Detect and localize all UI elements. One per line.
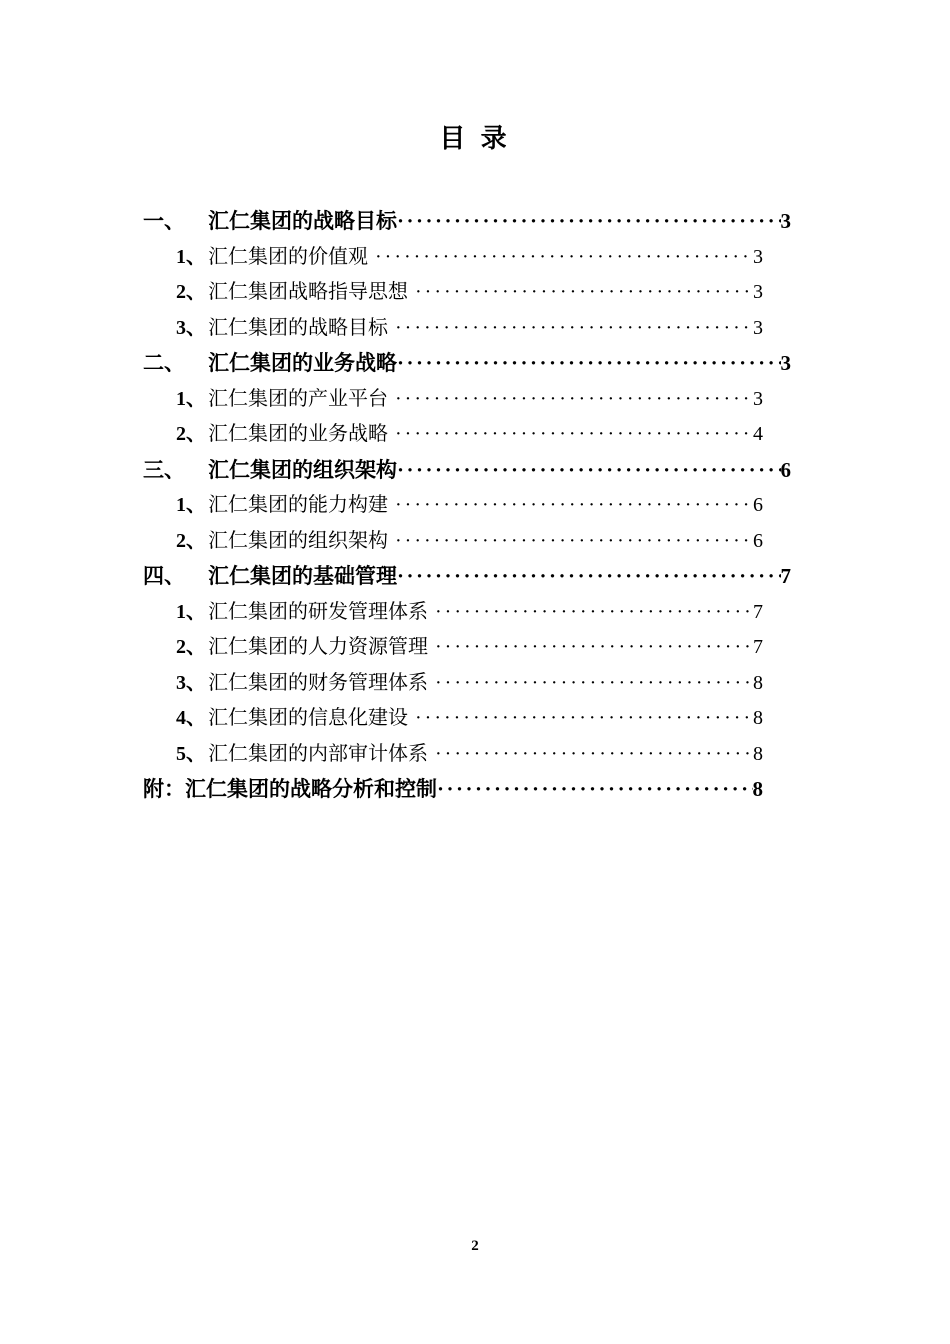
toc-entry-label: 汇仁集团的财务管理体系 [208, 671, 428, 694]
toc-entry-page: 6 [753, 529, 763, 552]
toc-entry[interactable] [143, 382, 791, 418]
toc-entry[interactable] [143, 275, 791, 311]
toc-entry-label: 汇仁集团的战略目标 [208, 210, 397, 233]
toc-entry-label: 汇仁集团的信息化建设 [208, 707, 408, 729]
toc-entry[interactable] [143, 559, 791, 595]
dot-leader [435, 666, 753, 702]
toc-entry-number: 2、 [176, 423, 206, 445]
toc-entry-number: 1、 [176, 600, 206, 623]
dot-leader [437, 772, 753, 808]
toc-entry-label: 汇仁集团的产业平台 [208, 387, 388, 410]
toc-entry[interactable] [143, 595, 791, 631]
page-title: 目 录 [439, 123, 511, 153]
dot-leader [397, 204, 781, 240]
toc-entry-number: 附： [143, 778, 185, 801]
toc-entry-page: 3 [753, 316, 763, 339]
dot-leader [397, 559, 781, 595]
toc-entry-number: 2、 [176, 636, 206, 658]
toc-entry-number: 三、 [143, 458, 185, 482]
toc-entry-page: 8 [753, 707, 763, 729]
toc-entry-page: 8 [753, 742, 763, 765]
toc-entry[interactable] [143, 488, 791, 524]
toc-entry-number: 2、 [176, 281, 206, 303]
toc-entry[interactable] [143, 524, 791, 560]
toc-entry-page: 3 [753, 387, 763, 410]
dot-leader [395, 382, 753, 418]
dot-leader [435, 595, 753, 631]
toc-entry[interactable] [143, 666, 791, 702]
toc-entry-label: 汇仁集团的业务战略 [208, 352, 397, 375]
toc-entry[interactable] [143, 417, 791, 453]
toc-entry-page: 7 [780, 564, 791, 588]
toc-entry-number: 4、 [176, 707, 206, 729]
toc-entry[interactable] [143, 453, 791, 489]
toc-entry-number: 2、 [176, 529, 206, 552]
toc-entry-number: 3、 [176, 671, 206, 694]
dot-leader [435, 630, 753, 666]
toc-entry[interactable] [143, 346, 791, 382]
toc-entry-label: 汇仁集团的战略目标 [208, 316, 388, 339]
footer-page-number: 2 [471, 1238, 479, 1254]
toc-entry-page: 7 [753, 636, 763, 658]
toc-entry-number: 一、 [143, 210, 185, 233]
toc-entry[interactable] [143, 311, 791, 347]
toc-entry-label: 汇仁集团的能力构建 [208, 494, 388, 516]
toc-entry-page: 6 [753, 494, 763, 516]
toc-entry-page: 3 [780, 351, 791, 375]
toc-entry-page: 4 [753, 423, 763, 445]
toc-entry-label: 汇仁集团的组织架构 [208, 458, 397, 482]
dot-leader [435, 737, 753, 773]
toc-entry[interactable] [143, 240, 791, 276]
toc-entry-page: 3 [753, 281, 763, 303]
toc-entry-label: 汇仁集团战略指导思想 [208, 281, 408, 303]
toc-entry-label: 汇仁集团的基础管理 [208, 565, 397, 588]
toc-entry-number: 四、 [143, 565, 185, 588]
dot-leader [375, 240, 753, 276]
toc-entry[interactable] [143, 737, 791, 773]
toc-entry-page: 6 [780, 457, 791, 482]
dot-leader [395, 524, 753, 560]
toc-entry-page: 8 [752, 777, 763, 801]
toc-entry-label: 汇仁集团的组织架构 [208, 529, 388, 552]
toc-entry-number: 3、 [176, 316, 206, 339]
toc-entry[interactable] [143, 701, 791, 737]
toc-entry[interactable] [143, 772, 791, 808]
toc-entry-number: 1、 [176, 245, 206, 268]
toc-entry-label: 汇仁集团的研发管理体系 [208, 600, 428, 623]
toc-entry-label: 汇仁集团的内部审计体系 [208, 742, 428, 765]
toc-entry[interactable] [143, 204, 791, 240]
toc-entry-number: 1、 [176, 494, 206, 516]
dot-leader [415, 275, 753, 311]
toc-entry[interactable] [143, 630, 791, 666]
toc-entry-number: 5、 [176, 742, 206, 765]
dot-leader [395, 311, 753, 347]
dot-leader [395, 417, 753, 453]
toc-entry-label: 汇仁集团的价值观 [208, 245, 368, 268]
toc-entry-page: 7 [753, 600, 763, 623]
toc-entry-label: 汇仁集团的战略分析和控制 [185, 778, 437, 801]
toc-entry-number: 二、 [143, 352, 185, 375]
dot-leader [397, 346, 781, 382]
dot-leader [395, 488, 753, 524]
table-of-contents [143, 204, 791, 808]
dot-leader [397, 453, 781, 489]
toc-entry-page: 3 [780, 209, 791, 233]
toc-entry-page: 8 [753, 671, 763, 694]
toc-entry-page: 3 [753, 245, 763, 268]
toc-entry-number: 1、 [176, 387, 206, 410]
dot-leader [415, 701, 753, 737]
toc-entry-label: 汇仁集团的人力资源管理 [208, 636, 428, 658]
toc-entry-label: 汇仁集团的业务战略 [208, 423, 388, 445]
